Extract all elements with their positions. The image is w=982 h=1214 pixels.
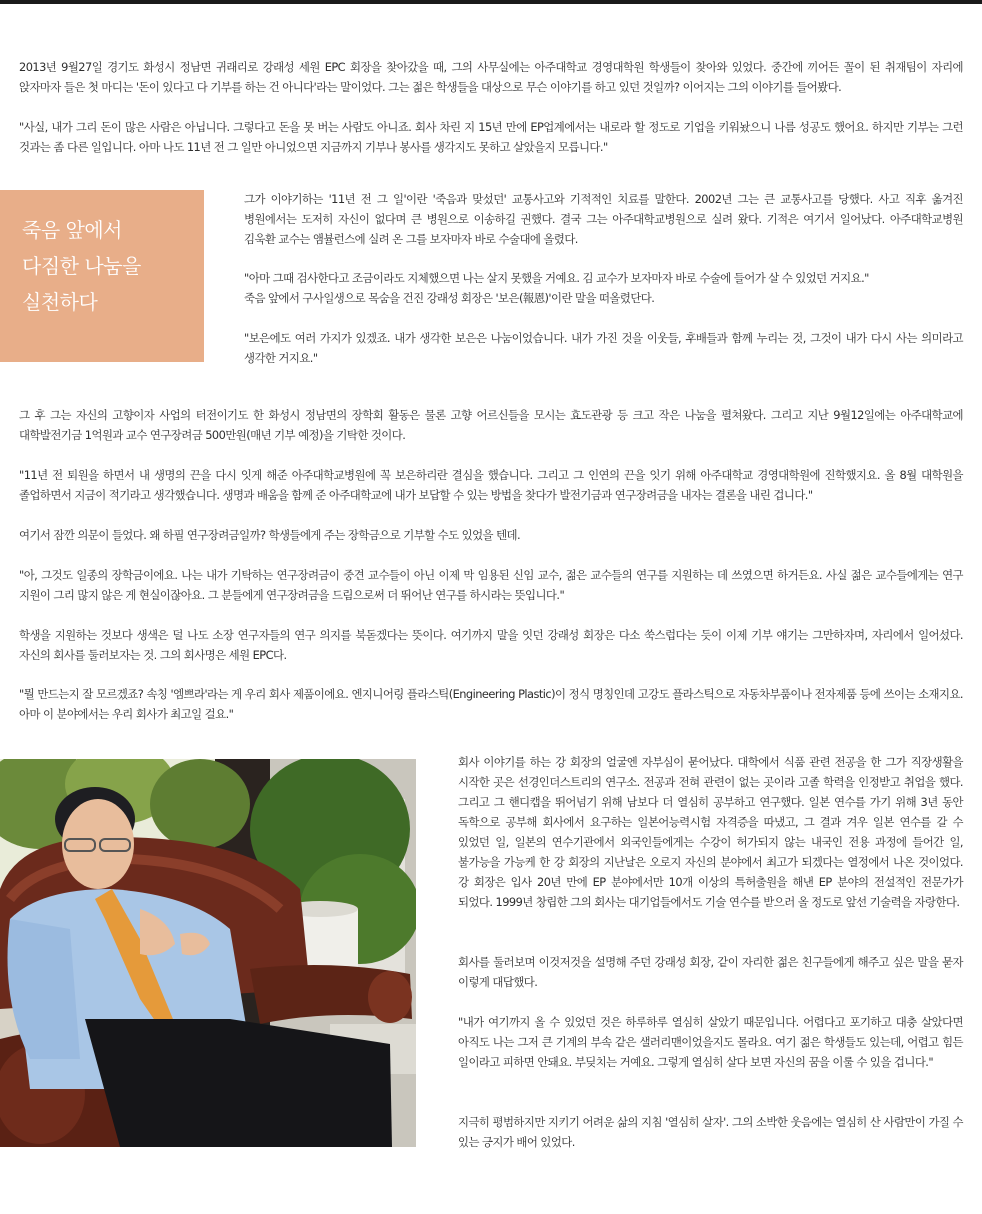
research-fund-quote: "아, 그것도 일종의 장학금이에요. 나는 내가 기탁하는 연구장려금이 중견 교수들이 아닌 이제 막 임용된 신임 교수, 젊은 교수들의 연구를 지원하는 데 쓰였으면 하거든요. 사실 젊은 교수들에게는 연구 지원이 그리 많지 않은 게 현실이잖아요. 그 분들에게 연구장려금을 드림으로써 더 뛰어난 연구를 하시라는 뜻입니다."	[19, 568, 963, 602]
product-quote: "뭘 만드는지 잘 모르겠죠? 속칭 '엠쁘라'라는 게 우리 회사 제품이에요. 엔지니어링 플라스틱(Engineering Plastic)이 정식 명칭인데 고강도 플라스틱으로 자동차부품이나 전자제품 등에 쓰이는 소재지요. 아마 이 분야에서는 우리 회사가 최고일 걸요."	[19, 687, 963, 721]
question-paragraph: 여기서 잠깐 의문이 들었다. 왜 하필 연구장려금일까? 학생들에게 주는 장학금으로 기부할 수도 있었을 텐데.	[19, 528, 521, 542]
advice-intro-paragraph: 회사를 둘러보며 이것저것을 설명해 주던 강래성 회장, 같이 자리한 젊은 친구들에게 해주고 싶은 말을 묻자 이렇게 대답했다.	[458, 955, 963, 989]
intro-quote: "사실, 내가 그리 돈이 많은 사람은 아닙니다. 그렇다고 돈을 못 버는 사람도 아니죠. 회사 차린 지 15년 만에 EP업계에서는 내로라 할 정도로 기업을 키워놨으니 나름 성공도 했어요. 하지만 기부는 그런 것과는 좀 다른 일입니다. 아마 나도 11년 전 그 일만 아니었으면 지금까지 기부나 봉사를 생각지도 못하고 살았을지 모릅니다."	[19, 120, 963, 154]
callout-line-1: 죽음 앞에서	[22, 218, 122, 242]
section-heading-callout	[0, 190, 204, 362]
closing-paragraph: 지극히 평범하지만 지키기 어려운 삶의 지침 '열심히 살자'. 그의 소박한 웃음에는 열심히 산 사람만이 가질 수 있는 긍지가 배어 있었다.	[458, 1115, 963, 1149]
top-border	[0, 0, 982, 4]
donation-paragraph: 그 후 그는 자신의 고향이자 사업의 터전이기도 한 화성시 정남면의 장학회 활동은 물론 고향 어르신들을 모시는 효도관광 등 크고 작은 나눔을 펼쳐왔다. 그리고 지난 9월12일에는 아주대학교에 대학발전기금 1억원과 교수 연구장려금 500만원(매년 기부 예정)을 기탁한 것이다.	[19, 408, 963, 442]
intro-paragraph: 2013년 9월27일 경기도 화성시 정남면 귀래리로 강래성 세원 EPC 회장을 찾아갔을 때, 그의 사무실에는 아주대학교 경영대학원 학생들이 찾아와 있었다. 중간에 끼어든 꼴이 된 취재팀이 자리에 앉자마자 들은 첫 마디는 '돈이 있다고 다 기부를 하는 건 아니다'라는 말이었다. 그는 젊은 학생들을 대상으로 무슨 이야기를 하고 있던 것일까? 이어지는 그의 이야기를 들어봤다.	[19, 60, 963, 94]
sharing-quote: "보은에도 여러 가지가 있겠죠. 내가 생각한 보은은 나눔이었습니다. 내가 가진 것을 이웃들, 후배들과 함께 누리는 것, 그것이 내가 다시 사는 의미라고 생각한 거지요."	[244, 331, 963, 365]
advice-quote: "내가 여기까지 올 수 있었던 것은 하루하루 열심히 살았기 때문입니다. 어렵다고 포기하고 대충 살았다면 아직도 나는 그저 큰 기계의 부속 같은 샐러리맨이었을지도 몰라요. 여기 젊은 학생들도 있는데, 어렵고 힘든 일이라고 피하면 안돼요. 부딪치는 거예요. 그렇게 열심히 살다 보면 자신의 꿈을 이룰 수 있을 겁니다."	[458, 1015, 963, 1069]
gratitude-paragraph: 죽음 앞에서 구사일생으로 목숨을 건진 강래성 회장은 '보은(報恩)'이란 말을 떠올렸단다.	[244, 291, 655, 305]
callout-line-3: 실천하다	[22, 290, 98, 314]
career-paragraph: 회사 이야기를 하는 강 회장의 얼굴엔 자부심이 묻어났다. 대학에서 식품 관련 전공을 한 그가 직장생활을 시작한 곳은 선경인더스트리의 연구소. 전공과 전혀 관련이 없는 곳이라 고졸 학력을 인정받고 취업을 했다. 그리고 그 핸디캡을 뛰어넘기 위해 남보다 더 열심히 공부하고 연구했다. 일본 연수를 가기 위해 3년 동안 독학으로 공부해 회사에서 요구하는 일본어능력시험 자격증을 따냈고, 그 결과 겨우 일본 연수를 갈 수 있었던 일, 일본의 연수기관에서 외국인들에게는 수강이 허가되지 않는 내국인 전용 과정에 들어간 일, 불가능을 가능케 한 강 회장의 지난날은 오로지 자신의 분야에서 최고가 되겠다는 열정에서 나온 것이었다. 강 회장은 입사 20년 만에 EP 분야에서만 10개 이상의 특허출원을 해낸 EP 분야의 전설적인 전문가가 되었다. 1999년 창립한 그의 회사는 대기업들에서도 기술 연수를 받으러 올 정도로 앞선 기술력을 자랑한다.	[458, 755, 963, 909]
donation-quote: "11년 전 퇴원을 하면서 내 생명의 끈을 다시 잇게 해준 아주대학교병원에 꼭 보은하리란 결심을 했습니다. 그리고 그 인연의 끈을 잇기 위해 아주대학교 경영대학원에 진학했지요. 올 8월 대학원을 졸업하면서 지금이 적기라고 생각했습니다. 생명과 배움을 함께 준 아주대학교에 내가 보답할 수 있는 방법을 찾다가 발전기금과 연구장려금을 내자는 결론을 내린 겁니다."	[19, 468, 963, 502]
survival-quote: "아마 그때 검사한다고 조금이라도 지체했으면 나는 살지 못했을 거예요. 김 교수가 보자마자 바로 수술에 들어가 살 수 있었던 거지요."	[244, 271, 869, 285]
accident-paragraph: 그가 이야기하는 '11년 전 그 일'이란 '죽음과 맞섰던' 교통사고와 기적적인 치료를 말한다. 2002년 그는 큰 교통사고를 당했다. 사고 직후 옮겨진 병원에서는 도저히 자신이 없다며 큰 병원으로 이송하길 권했다. 결국 그는 아주대학교병원으로 실려 왔다. 기적은 여기서 일어났다. 아주대학교병원 김욱환 교수는 앰뷸런스에 실려 온 그를 보자마자 바로 수술대에 올렸다.	[244, 192, 963, 246]
callout-line-2: 다짐한 나눔을	[22, 254, 141, 278]
company-paragraph: 학생을 지원하는 것보다 생색은 덜 나도 소장 연구자들의 연구 의지를 북돋겠다는 뜻이다. 여기까지 말을 잇던 강래성 회장은 다소 쑥스럽다는 듯이 이제 기부 얘기는 그만하자며, 자리에서 일어섰다. 자신의 회사를 둘러보자는 것. 그의 회사명은 세원 EPC다.	[19, 628, 963, 662]
chairman-photo	[0, 759, 416, 1147]
